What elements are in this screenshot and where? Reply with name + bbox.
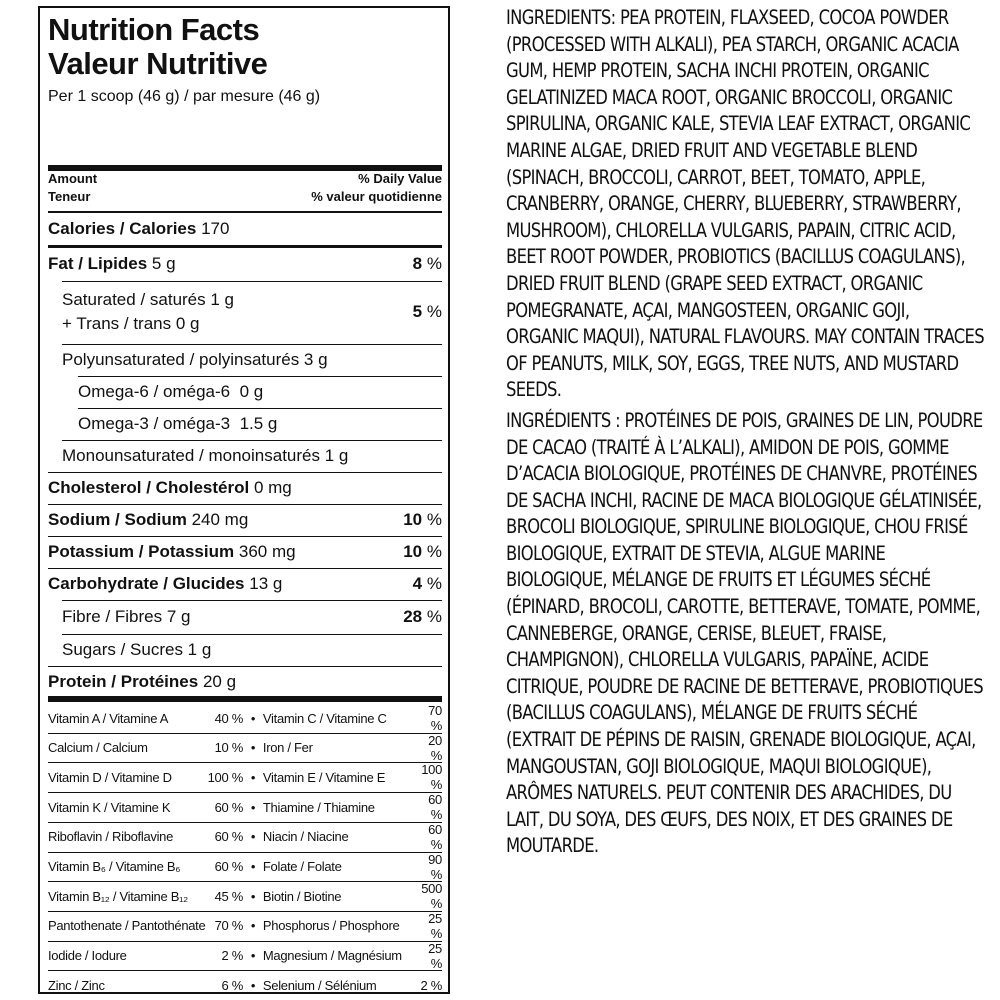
vitamin-row: [48, 792, 442, 823]
vitamin-name: Vitamin C / Vitamine C: [262, 710, 387, 726]
vitamin-name: Folate / Folate: [262, 859, 342, 874]
divider: [48, 941, 442, 942]
bullet: •: [250, 740, 256, 756]
vitamin-pct: 2 %: [420, 977, 442, 993]
omega3-row: [78, 409, 442, 439]
vitamin-pct: 60 %: [214, 859, 243, 874]
bullet: •: [250, 888, 256, 904]
sodium-row: [48, 505, 442, 535]
vitamin-pct: 60 %: [428, 821, 442, 852]
vitamin-name: Vitamin A / Vitamine A: [48, 710, 169, 726]
vitamin-name: Zinc / Zinc: [48, 977, 105, 993]
bullet: •: [250, 710, 256, 726]
vitamin-pct: 100 %: [421, 762, 442, 793]
protein-row: [48, 667, 442, 697]
omega3-text: Omega-3 / oméga-3 1.5 g: [78, 414, 278, 433]
vitamin-name: Riboflavin / Riboflavine: [48, 829, 174, 845]
saturated-text: Saturated / saturés 1 g: [62, 290, 234, 309]
vitamin-row: [48, 762, 442, 793]
vitamin-row: [48, 972, 442, 998]
mono-row: [62, 441, 442, 471]
bullet: •: [250, 829, 256, 845]
mono-text: Monounsaturated / monoinsaturés 1 g: [62, 446, 349, 465]
bullet: •: [250, 977, 256, 993]
vitamin-pct: 25 %: [428, 940, 442, 971]
vitamin-pct: 70 %: [428, 703, 442, 733]
vitamin-pct: 70 %: [214, 918, 243, 934]
omega6-row: [78, 377, 442, 407]
omega6-text: Omega-6 / oméga-6 0 g: [78, 382, 264, 401]
sodium-value: 240 mg: [191, 510, 249, 529]
ingredients-en: INGREDIENTS: PEA PROTEIN, FLAXSEED, COCOA POWDER (PROCESSED WITH ALKALI), PEA STARCH, ORGANIC ACACIA GUM, HEMP PROTEIN, SACHA INCHI PROTEIN, ORGANIC GELATINIZED MACA ROOT, ORGANIC BROCCOLI, ORGANIC SPIRULINA, ORGANIC KALE, STEVIA LEAF EXTRACT, ORGANIC MARINE ALGAE, DRIED FRUIT AND VEGETABLE BLEND (SPINACH, BROCCOLI, CARROT, BEET, TOMATO, APPLE, CRANBERRY, ORANGE, CHERRY, BLUEBERRY, STRAWBERRY, MUSHROOM), CHLORELLA VULGARIS, PAPAIN, CITRIC ACID, BEET ROOT POWDER, PROBIOTICS (BACILLUS COAGULANS), DRIED FRUIT BLEND (GRAPE SEED EXTRACT, ORGANIC POMEGRANATE, AÇAI, MANGOSTEEN, ORGANIC GOJI, ORGANIC MAQUI), NATURAL FLAVOURS. MAY CONTAIN TRACES OF PEANUTS, MILK, SOY, EGGS, TREE NUTS, AND MUSTARD SEEDS.: [506, 6, 984, 402]
divider: [48, 762, 442, 763]
vitamin-name: Selenium / Sélénium: [262, 977, 377, 993]
divider: [62, 281, 442, 282]
vitamin-pct: 40 %: [214, 710, 243, 726]
vitamin-row: [48, 851, 442, 882]
vitamin-pct: 100 %: [207, 769, 243, 785]
title-fr: Valeur Nutritive: [48, 46, 268, 81]
vitamin-pct: 90 %: [428, 851, 442, 882]
bullet: •: [250, 769, 256, 785]
vitamin-name: Phosphorus / Phosphore: [262, 918, 400, 934]
potassium-pct: 10: [403, 542, 423, 561]
vitamin-name: Calcium / Calcium: [48, 740, 148, 756]
vitamin-name: Niacin / Niacine: [262, 829, 349, 845]
vitamin-pct: 60 %: [214, 829, 243, 845]
divider: [48, 211, 442, 213]
cholesterol-row: [48, 473, 442, 503]
vitamin-name: Iodide / Iodure: [48, 948, 127, 964]
bullet: •: [250, 918, 256, 934]
fat-label: Fat / Lipides: [48, 254, 148, 273]
divider: [62, 600, 442, 601]
fat-pct: 8: [412, 254, 423, 273]
vitamin-pct: 500 %: [421, 881, 442, 912]
divider: [48, 822, 442, 823]
divider-thick: [48, 696, 442, 702]
divider: [48, 792, 442, 793]
vitamin-name: Vitamin E / Vitamine E: [262, 769, 386, 785]
fibre-row: [62, 602, 442, 632]
vitamin-name: Magnesium / Magnésium: [262, 948, 402, 964]
serving-size: Per 1 scoop (46 g) / par mesure (46 g): [48, 88, 321, 105]
pct-sign: %: [426, 510, 442, 529]
vitamin-name: Biotin / Biotine: [262, 888, 342, 904]
trans-text: + Trans / trans 0 g: [62, 314, 200, 333]
vitamin-name: Iron / Fer: [262, 740, 313, 756]
vitamin-name: Vitamin B₁₂ / Vitamine B₁₂: [48, 888, 188, 904]
chol-value: 0 mg: [253, 478, 292, 497]
bullet: •: [250, 799, 256, 815]
title-en: Nutrition Facts: [48, 12, 260, 47]
vitamin-pct: 60 %: [428, 792, 442, 823]
nutrition-facts-panel: [38, 6, 450, 994]
poly-row: [62, 345, 442, 375]
daily-value-en: % Daily Value: [358, 171, 442, 186]
potassium-label: Potassium / Potassium: [48, 542, 235, 561]
potassium-row: [48, 537, 442, 567]
vitamin-name: Vitamin D / Vitamine D: [48, 769, 172, 785]
poly-text: Polyunsaturated / polyinsaturés 3 g: [62, 350, 328, 369]
vitamin-row: [48, 732, 442, 763]
calories-label: Calories / Calories: [48, 219, 197, 238]
potassium-value: 360 mg: [238, 542, 296, 561]
vitamin-row: [48, 940, 442, 971]
divider: [48, 911, 442, 912]
divider: [48, 245, 442, 248]
pct-sign: %: [426, 254, 442, 273]
vitamin-pct: 45 %: [214, 888, 243, 904]
calories-value: 170: [201, 219, 230, 238]
fibre-text: Fibre / Fibres 7 g: [62, 607, 191, 626]
sugars-text: Sugars / Sucres 1 g: [62, 640, 212, 659]
calories-row: [48, 214, 442, 244]
vitamin-pct: 60 %: [214, 799, 243, 815]
protein-label: Protein / Protéines: [48, 672, 199, 691]
vitamin-pct: 20 %: [428, 732, 442, 763]
pct-sign: %: [426, 607, 442, 626]
vitamin-name: Vitamin B₆ / Vitamine B₆: [48, 859, 181, 874]
daily-value-fr: % valeur quotidienne: [311, 189, 442, 204]
pct-sign: %: [426, 574, 442, 593]
bullet: •: [250, 859, 256, 874]
pct-sign: %: [426, 542, 442, 561]
vitamin-name: Pantothenate / Pantothénate: [48, 918, 206, 934]
carb-label: Carbohydrate / Glucides: [48, 574, 245, 593]
vitamin-pct: 2 %: [221, 948, 243, 964]
sat-pct: 5: [412, 302, 423, 321]
divider: [48, 881, 442, 882]
protein-value: 20 g: [202, 672, 237, 691]
carb-pct: 4: [412, 574, 423, 593]
divider: [48, 733, 442, 734]
vitamin-pct: 25 %: [428, 910, 442, 941]
vitamin-pct: 10 %: [214, 740, 243, 756]
vitamin-row: [48, 881, 442, 912]
amount-en: Amount: [48, 171, 98, 186]
sugars-row: [62, 635, 442, 665]
ingredients-fr: INGRÉDIENTS : PROTÉINES DE POIS, GRAINES DE LIN, POUDRE DE CACAO (TRAITÉ À L’ALKALI), AMIDON DE POIS, GOMME D’ACACIA BIOLOGIQUE, PROTÉINES DE CHANVRE, PROTÉINES DE SACHA INCHI, RACINE DE MACA BIOLOGIQUE GÉLATINISÉE, BROCOLI BIOLOGIQUE, SPIRULINE BIOLOGIQUE, CHOU FRISÉ BIOLOGIQUE, EXTRAIT DE STEVIA, ALGUE MARINE BIOLOGIQUE, MÉLANGE DE FRUITS ET LÉGUMES SÉCHÉ (ÉPINARD, BROCOLI, CAROTTE, BETTERAVE, TOMATE, POMME, CANNEBERGE, ORANGE, CERISE, BLEUET, FRAISE, CHAMPIGNON), CHLORELLA VULGARIS, PAPAÏNE, ACIDE CITRIQUE, POUDRE DE RACINE DE BETTERAVE, PROBIOTIQUES (BACILLUS COAGULANS), MÉLANGE DE FRUITS SÉCHÉ (EXTRAIT DE PÉPINS DE RAISIN, GRENADE BIOLOGIQUE, AÇAI, MANGOUSTAN, GOJI BIOLOGIQUE, MAQUI BIOLOGIQUE), ARÔMES NATURELS. PEUT CONTENIR DES ARACHIDES, DU LAIT, DU SOYA, DES ŒUFS, DES NOIX, ET DES GRAINES DE MOUTARDE.: [506, 408, 983, 858]
vitamin-name: Vitamin K / Vitamine K: [48, 799, 171, 815]
vitamin-row: [48, 910, 442, 941]
pct-sign: %: [426, 302, 442, 321]
divider: [48, 852, 442, 853]
vitamin-row: [48, 705, 442, 731]
vitamin-pct: 6 %: [221, 977, 243, 993]
chol-label: Cholesterol / Cholestérol: [48, 478, 250, 497]
fat-value: 5 g: [151, 254, 176, 273]
carb-value: 13 g: [249, 574, 283, 593]
fibre-pct: 28: [403, 607, 423, 626]
vitamin-name: Thiamine / Thiamine: [262, 799, 375, 815]
carb-row: [48, 569, 442, 599]
vitamin-row: [48, 821, 442, 852]
saturated-trans-row: [48, 284, 442, 342]
bullet: •: [250, 948, 256, 964]
divider: [48, 970, 442, 971]
ingredients-block: [506, 5, 985, 860]
fat-row: [48, 249, 442, 279]
sodium-pct: 10: [403, 510, 423, 529]
amount-fr: Teneur: [48, 189, 91, 204]
sodium-label: Sodium / Sodium: [48, 510, 187, 529]
